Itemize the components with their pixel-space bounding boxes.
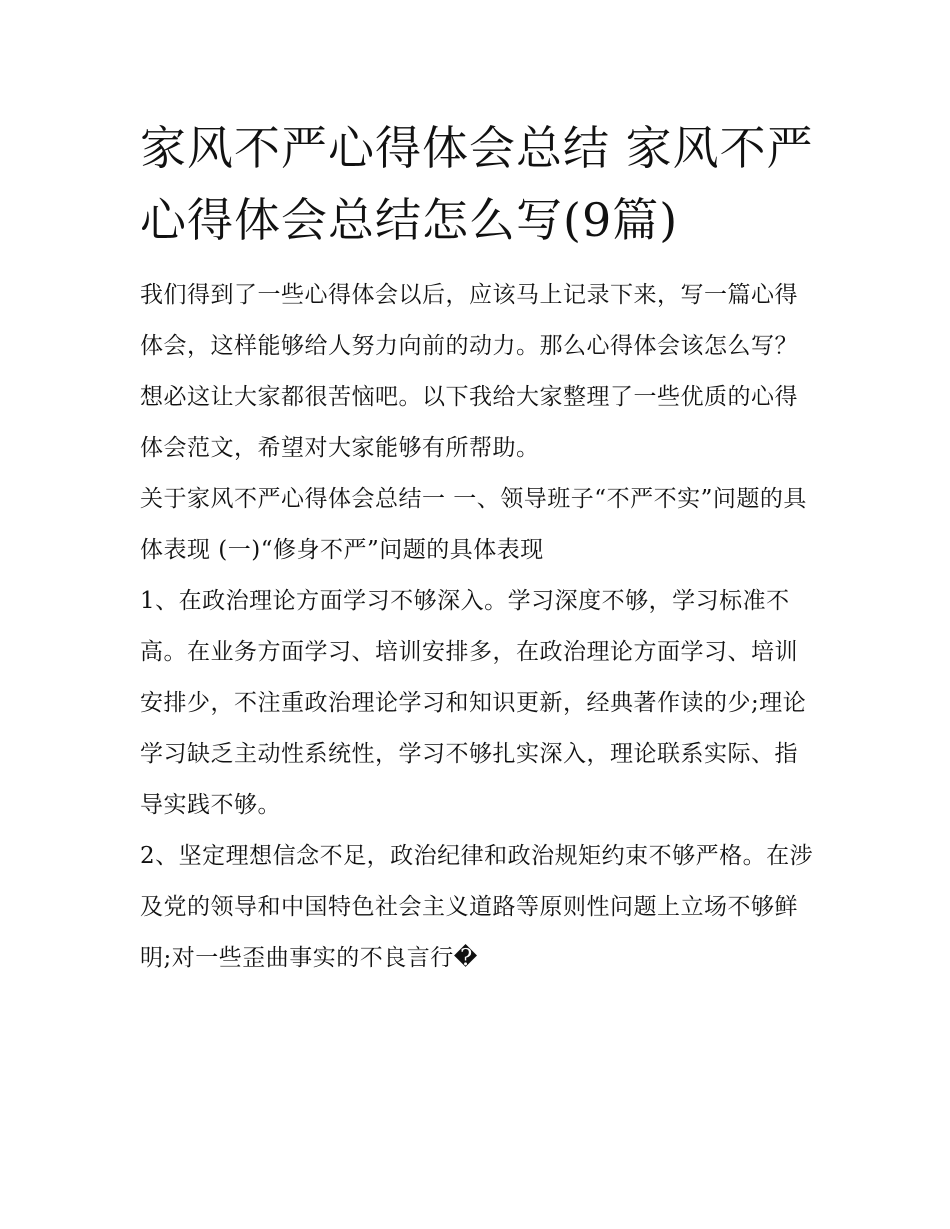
document-body [140,112,815,984]
point-two-paragraph: 2、坚定理想信念不足，政治纪律和政治规矩约束不够严格。在涉及党的领导和中国特色社会主义道路等原则性问题上立场不够鲜明;对一些歪曲事实的不良言行� [140,843,814,971]
section-heading-paragraph: 关于家风不严心得体会总结一 一、领导班子“不严不实”问题的具体表现 (一)“修身不严”问题的具体表现 [140,486,807,563]
document-title: 家风不严心得体会总结 家风不严心得体会总结怎么写(9篇) [140,121,814,247]
point-one-paragraph: 1、在政治理论方面学习不够深入。学习深度不够，学习标准不高。在业务方面学习、培训安排多，在政治理论方面学习、培训安排少，不注重政治理论学习和知识更新，经典著作读的少;理论学习缺乏主动性系统性，学习不够扎实深入，理论联系实际、指导实践不够。 [140,588,807,818]
intro-paragraph: 我们得到了一些心得体会以后，应该马上记录下来，写一篇心得体会，这样能够给人努力向前的动力。那么心得体会该怎么写？想必这让大家都很苦恼吧。以下我给大家整理了一些优质的心得体会范文，希望对大家能够有所帮助。 [140,282,798,461]
